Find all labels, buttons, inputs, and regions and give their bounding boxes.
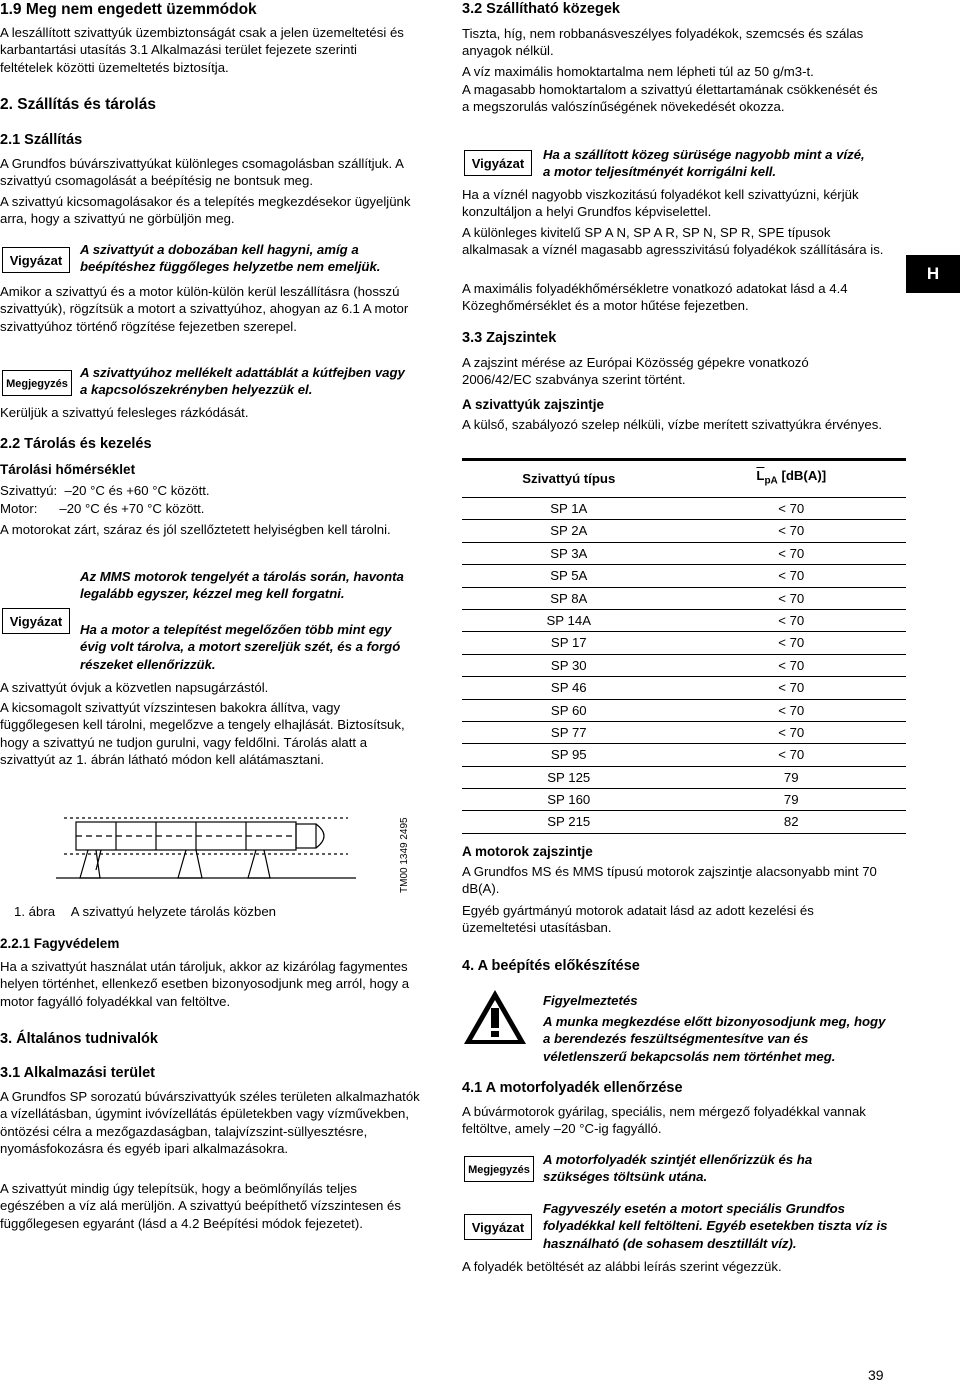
table-row [462,811,906,833]
section-2-2-1-title: 2.2.1 Fagyvédelem [0,936,120,951]
figure-code: TM00 1349 2495 [399,817,410,893]
noise-level-cell: < 70 [676,609,906,631]
pump-type-cell: SP 2A [462,520,676,542]
table-row [462,609,906,631]
section-3-2-title: 3.2 Szállítható közegek [462,1,620,17]
section-4-1-paragraph-1: A búvármotorok gyárilag, speciális, nem mérgező folyadékkal vannak feltöltve, amely –20 °C-ig fagyálló. [462,1104,866,1137]
section-4-title: 4. A beépítés előkészítése [462,958,640,974]
table-header-row [462,460,906,498]
caution-notice-text: A szivattyút a dobozában kell hagyni, amíg a beépítéshez függőleges helyzetbe nem emeljük. [80,242,381,275]
pump-type-cell: SP 30 [462,654,676,676]
section-2-2-paragraph-2: A szivattyút óvjuk a közvetlen napsugárzástól. [0,680,269,695]
noise-level-cell: < 70 [676,632,906,654]
table-row [462,520,906,542]
noise-level-table [462,458,906,834]
pump-type-cell: SP 95 [462,744,676,766]
section-1-9-paragraph: A leszállított szivattyúk üzembiztonságát csak a jelen üzemeltetési és karbantartási utasítás 3.1 Alkalmazási terület fejezete szerinti feltételek közötti üzemeltetés biztosítja. [0,25,404,75]
section-3-2-paragraph-6: A maximális folyadékhőmérsékletre vonatkozó adatokat lásd a 4.4 Közeghőmérséklet és a motor hűtése fejezetben. [462,281,848,314]
noise-level-cell: < 70 [676,744,906,766]
noise-level-cell: 82 [676,811,906,833]
noise-level-cell: < 70 [676,498,906,520]
pump-type-cell: SP 17 [462,632,676,654]
note-notice-text: A szivattyúhoz mellékelt adattáblát a kútfejben vagy a kapcsolószekrényben helyezzük el. [80,365,405,398]
table-header-pump-type: Szivattyú típus [462,460,676,498]
pump-type-cell: SP 5A [462,565,676,587]
warning-text: A munka megkezdése előtt bizonyosodjunk meg, hogy a berendezés feszültségmentesítve van és véletlenszerű bekapcsolás nem történhet meg. [543,1014,886,1064]
noise-level-cell: < 70 [676,699,906,721]
pump-type-cell: SP 215 [462,811,676,833]
section-3-2-paragraph-2: A víz maximális homoktartalma nem lépheti túl az 50 g/m3-t. [462,64,814,79]
storage-notice-text-1: Az MMS motorok tengelyét a tárolás során, havonta legalább egyszer, kézzel meg kell forgatni. [80,569,404,602]
section-3-1-title: 3.1 Alkalmazási terület [0,1065,156,1081]
table-row [462,654,906,676]
pump-storage-figure [56,808,356,886]
noise-level-cell: < 70 [676,520,906,542]
table-row [462,587,906,609]
noise-level-cell: 79 [676,766,906,788]
section-2-1-title: 2.1 Szállítás [0,132,83,148]
table-row [462,721,906,743]
note-badge: Megjegyzés [2,370,72,396]
pump-noise-title: A szivattyúk zajszintje [462,397,605,412]
section-2-1-paragraph-3: Amikor a szivattyú és a motor külön-külön kerül leszállításra (hosszú szivattyúk), rögzítsük a motort a szivattyúhoz, ahogyan az 6.1 A motor szivattyúhoz történő rögzítése fejezetben szerepel. [0,284,409,334]
storage-temp-pump: Szivattyú: –20 °C és +60 °C között. [0,483,210,498]
motor-fluid-note-text: A motorfolyadék szintjét ellenőrizzük és ha szükséges töltsünk utána. [543,1152,813,1185]
section-1-9-title: 1.9 Meg nem engedett üzemmódok [0,1,257,18]
table-row [462,498,906,520]
pump-type-cell: SP 1A [462,498,676,520]
section-3-3-title: 3.3 Zajszintek [462,330,557,346]
noise-level-cell: < 70 [676,721,906,743]
table-row [462,766,906,788]
noise-level-cell: < 70 [676,654,906,676]
section-3-2-paragraph-4: Ha a víznél nagyobb viszkozitású folyadékot kell szivattyúzni, kérjük konzultáljon a helyi Grundfos képviselettel. [462,187,859,220]
table-row [462,744,906,766]
caution-badge-frost: Vigyázat [464,1214,532,1240]
frost-notice-text: Fagyveszély esetén a motort speciális Grundfos folyadékkal kell feltölteni. Egyéb esetekben tiszta víz is használható (de sohasem desztillált víz). [543,1201,888,1251]
section-2-2-paragraph-1: A motorokat zárt, száraz és jól szellőztetett helyiségben kell tárolni. [0,522,391,537]
section-3-2-paragraph-3: A magasabb homoktartalom a szivattyú élettartamának csökkenését és a megszorulás valószínűségének növekedését okozza. [462,82,878,115]
table-row [462,699,906,721]
pump-type-cell: SP 160 [462,789,676,811]
storage-temp-motor: Motor: –20 °C és +70 °C között. [0,501,205,516]
table-row [462,565,906,587]
section-3-1-paragraph-2: A szivattyút mindig úgy telepítsük, hogy a beömlőnyílás teljes egészében a víz alá merüljön. A szivattyú beépíthető vízszintesen és függőlegesen egyaránt (lásd a 4.2 Beépítési módok fejezetet). [0,1181,401,1231]
section-3-2-paragraph-1: Tiszta, híg, nem robbanásveszélyes folyadékok, szemcsés és szálas anyagok nélkül. [462,26,864,59]
caution-badge-medium: Vigyázat [464,150,532,176]
pump-type-cell: SP 8A [462,587,676,609]
section-3-2-paragraph-5: A különleges kivitelű SP A N, SP A R, SP N, SP R, SPE típusok alkalmasak a víznél magasabb agresszivitású folyadékok szállítására is. [462,225,884,258]
noise-level-cell: < 70 [676,542,906,564]
section-2-1-paragraph-4: Kerüljük a szivattyú felesleges rázkódását. [0,405,249,420]
noise-level-cell: 79 [676,789,906,811]
noise-level-cell: < 70 [676,677,906,699]
pump-type-cell: SP 14A [462,609,676,631]
caution-badge-storage: Vigyázat [2,608,70,634]
pump-type-cell: SP 46 [462,677,676,699]
section-4-1-title: 4.1 A motorfolyadék ellenőrzése [462,1080,683,1096]
table-row [462,632,906,654]
section-3-title: 3. Általános tudnivalók [0,1031,158,1047]
warning-title: Figyelmeztetés [543,993,638,1008]
section-2-2-paragraph-3: A kicsomagolt szivattyút vízszintesen bakokra állítva, vagy függőlegesen kell tárolni, megelőzve a tengely elhajlását. Biztosítsuk, hogy a szivattyú ne tudjon gurulni, vagy feldőlni. Tárolás alatt a szivattyút az 1. ábrán látható módon kell alátámasztani. [0,700,405,768]
section-3-3-paragraph: A zajszint mérése az Európai Közösség gépekre vonatkozó 2006/42/EC szabványa szerint történt. [462,355,809,388]
motor-noise-paragraph-2: Egyéb gyártmányú motorok adatait lásd az adott kezelési és üzemeltetési utasításban. [462,903,814,936]
figure-caption [14,903,276,920]
section-2-title: 2. Szállítás és tárolás [0,96,156,113]
figure-number: 1. ábra [14,904,56,919]
pump-noise-paragraph: A külső, szabályozó szelep nélküli, vízbe merített szivattyúkra érvényes. [462,417,882,432]
figure-caption-text: A szivattyú helyzete tárolás közben [70,904,276,919]
section-2-2-1-paragraph: Ha a szivattyút használat után tároljuk, akkor az kizárólag fagymentes helyen történhet, ellenkező esetben bizonyosodjunk meg arról, hogy a motor fagyálló folyadékkal van feltöltve. [0,959,410,1009]
section-2-2-title: 2.2 Tárolás és kezelés [0,436,152,452]
storage-temperature-title: Tárolási hőmérséklet [0,462,136,477]
motor-noise-paragraph-1: A Grundfos MS és MMS típusú motorok zajszintje alacsonyabb mint 70 dB(A). [462,864,877,897]
pump-type-cell: SP 125 [462,766,676,788]
section-3-1-paragraph-1: A Grundfos SP sorozatú búvárszivattyúk széles területen alkalmazhatók a vízellátásban, úgymint ivóvízellátás épületekben vagy vízművekben, öntözési célra a mezőgazdaságban, talajvízszint-süllyesztésre, nyomásfokozásra és egyéb ipari alkalmazásokra. [0,1089,420,1157]
motor-noise-title: A motorok zajszintje [462,844,593,859]
table-row [462,677,906,699]
pump-type-cell: SP 3A [462,542,676,564]
section-2-1-paragraph-1: A Grundfos búvárszivattyúkat különleges csomagolásban szállítjuk. A szivattyú csomagolását a beépítésig ne bontsuk meg. [0,156,404,189]
table-header-noise-level [676,460,906,498]
table-row [462,789,906,811]
page-number: 39 [868,1367,884,1383]
noise-level-cell: < 70 [676,587,906,609]
pump-type-cell: SP 77 [462,721,676,743]
pump-type-cell: SP 60 [462,699,676,721]
storage-notice-text-2: Ha a motor a telepítést megelőzően több mint egy évig volt tárolva, a motort szereljük szét, és a forgó részeket ellenőrizzük. [80,622,401,672]
lpa-unit: [dB(A)] [777,468,827,484]
medium-notice-text: Ha a szállított közeg sürüsége nagyobb mint a vízé, a motor teljesítményét korrigálni kell. [543,147,865,180]
warning-triangle-icon [462,988,528,1046]
noise-level-cell: < 70 [676,565,906,587]
section-2-1-paragraph-2: A szivattyú kicsomagolásakor és a telepítés megkezdésekor ügyeljünk arra, hogy a szivattyú ne görbüljön meg. [0,194,411,227]
caution-badge: Vigyázat [2,247,70,273]
section-4-1-paragraph-2: A folyadék betöltését az alábbi leírás szerint végezzük. [462,1259,782,1274]
language-tab: H [906,255,960,293]
lpa-subscript: pA [764,476,778,488]
lpa-symbol: $\overline{L}$ [756,468,765,484]
table-row [462,542,906,564]
note-badge-motor: Megjegyzés [464,1156,534,1182]
